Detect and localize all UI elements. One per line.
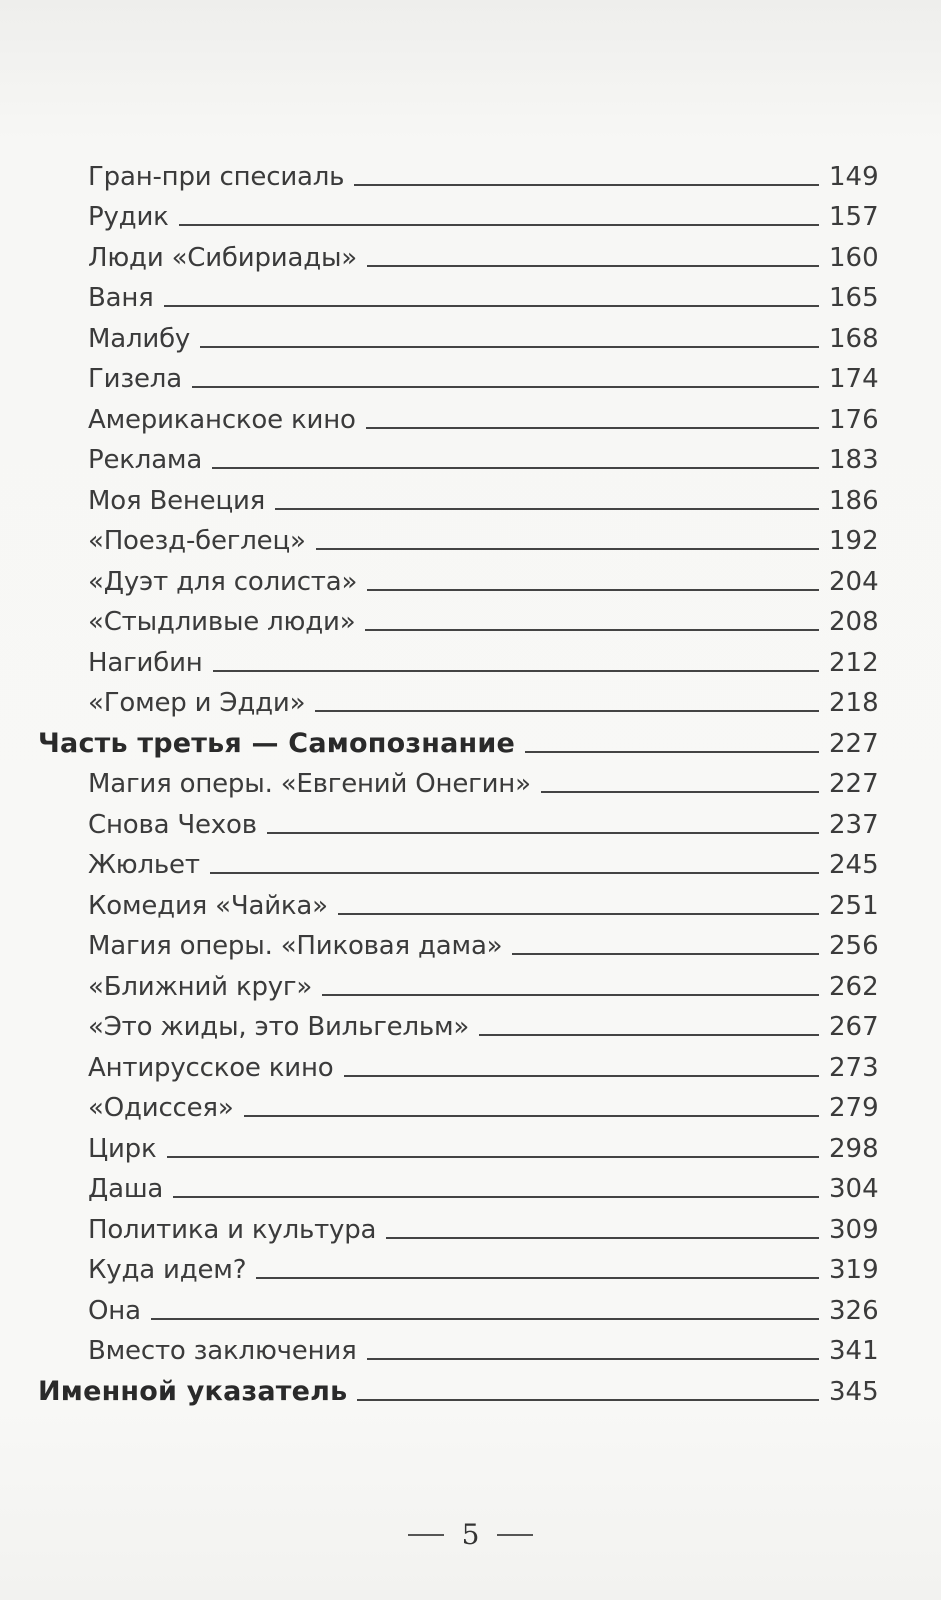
toc-entry-title: «Дуэт для солиста» <box>88 566 358 597</box>
toc-entry-page: 237 <box>829 809 879 840</box>
toc-entry-page: 168 <box>829 323 879 354</box>
toc-entry-title: «Ближний круг» <box>88 971 313 1002</box>
toc-entry-title: Именной указатель <box>38 1375 348 1407</box>
toc-entry-page: 208 <box>829 607 879 637</box>
toc-entry <box>0 1166 941 1207</box>
toc-entry-title: Магия оперы. «Евгений Онегин» <box>88 769 531 799</box>
toc-entry <box>0 1287 941 1328</box>
toc-entry-page: 165 <box>829 283 879 313</box>
toc-entry-page: 227 <box>829 769 879 799</box>
toc-leader-line <box>365 629 819 631</box>
toc-leader-line <box>525 751 819 753</box>
toc-leader-line <box>275 508 819 510</box>
toc-entry <box>0 842 941 883</box>
toc-entry-title: Ваня <box>88 283 154 313</box>
footer-dash-right <box>497 1534 533 1536</box>
toc-leader-line <box>192 386 819 388</box>
toc-entry-page: 304 <box>829 1174 879 1204</box>
toc-entry-title: «Стыдливые люди» <box>88 607 356 637</box>
toc-entry-page: 341 <box>829 1336 879 1366</box>
toc-leader-line <box>256 1277 819 1279</box>
toc-entry-title: Куда идем? <box>88 1255 247 1285</box>
toc-leader-line <box>344 1075 820 1077</box>
toc-leader-line <box>244 1115 819 1117</box>
toc-entry <box>0 639 941 680</box>
toc-leader-line <box>367 589 819 591</box>
toc-entry <box>0 1125 941 1166</box>
toc-entry-page: 273 <box>829 1052 879 1083</box>
toc-entry <box>0 153 941 194</box>
toc-entry-page: 298 <box>829 1133 879 1164</box>
toc-entry <box>0 963 941 1004</box>
toc-entry <box>0 1247 941 1288</box>
toc-entry-page: 279 <box>829 1093 879 1123</box>
toc-entry-title: Комедия «Чайка» <box>88 890 328 921</box>
toc-entry-title: Гран-при спесиаль <box>88 161 345 192</box>
toc-leader-line <box>386 1237 819 1239</box>
toc-entry <box>0 923 941 964</box>
toc-entry-title: «Это жиды, это Вильгельм» <box>88 1012 470 1042</box>
toc-entry-title: Политика и культура <box>88 1214 377 1245</box>
toc-entry-title: Нагибин <box>88 647 203 678</box>
toc-entry-page: 204 <box>829 566 879 597</box>
toc-entry <box>0 801 941 842</box>
toc-entry-page: 309 <box>829 1214 879 1245</box>
toc-entry <box>0 558 941 599</box>
toc-entry-page: 212 <box>829 647 879 678</box>
toc-entry <box>0 1044 941 1085</box>
toc-entry-title: Американское кино <box>88 404 356 435</box>
toc-entry-title: Она <box>88 1295 141 1326</box>
toc-leader-line <box>173 1196 819 1198</box>
page-footer <box>0 1518 941 1551</box>
toc-entry-title: Люди «Сибириады» <box>88 242 358 273</box>
toc-entry-page: 149 <box>829 161 879 192</box>
toc-leader-line <box>212 467 819 469</box>
toc-entry-page: 218 <box>829 688 879 718</box>
toc-entry <box>0 680 941 721</box>
toc-entry-page: 176 <box>829 404 879 435</box>
toc-leader-line <box>315 710 819 712</box>
toc-entry-page: 227 <box>829 728 879 759</box>
toc-entry-page: 262 <box>829 971 879 1002</box>
toc-entry-page: 251 <box>829 890 879 921</box>
toc-entry-title: Жюльет <box>88 850 200 880</box>
toc-leader-line <box>338 913 819 915</box>
toc-entry-title: «Поезд-беглец» <box>88 526 306 556</box>
toc-entry-title: Магия оперы. «Пиковая дама» <box>88 931 503 961</box>
toc-entry <box>0 194 941 235</box>
toc-entry-page: 186 <box>829 485 879 516</box>
toc-leader-line <box>210 872 819 874</box>
toc-entry-title: Вместо заключения <box>88 1336 357 1366</box>
toc-entry <box>0 477 941 518</box>
toc-entry <box>0 1085 941 1126</box>
toc-entry-page: 183 <box>829 445 879 475</box>
toc-entry <box>0 396 941 437</box>
toc-leader-line <box>479 1034 819 1036</box>
toc-entry <box>0 1206 941 1247</box>
toc-entry-page: 160 <box>829 242 879 273</box>
toc-leader-line <box>512 953 819 955</box>
toc-entry-page: 157 <box>829 202 879 232</box>
toc-entry-page: 256 <box>829 931 879 961</box>
toc-entry <box>0 275 941 316</box>
toc-entry-page: 192 <box>829 526 879 556</box>
toc-entry <box>0 234 941 275</box>
toc-part-heading <box>0 720 941 761</box>
toc-entry-title: Часть третья — Самопознание <box>38 727 516 759</box>
toc-leader-line <box>357 1399 819 1401</box>
toc-entry <box>0 518 941 559</box>
toc-entry-page: 326 <box>829 1295 879 1326</box>
toc-entry-title: Даша <box>88 1174 164 1204</box>
toc-entry-title: «Гомер и Эдди» <box>88 688 306 718</box>
toc-entry-page: 267 <box>829 1012 879 1042</box>
toc-entry-title: Гизела <box>88 364 182 394</box>
toc-entry-title: Малибу <box>88 323 191 354</box>
toc-entry-title: Реклама <box>88 445 203 475</box>
toc-entry <box>0 437 941 478</box>
toc-leader-line <box>366 427 819 429</box>
toc-leader-line <box>267 832 819 834</box>
toc-leader-line <box>179 224 819 226</box>
toc-entry-title: Антирусское кино <box>88 1052 334 1083</box>
toc-leader-line <box>167 1156 820 1158</box>
toc-entry-page: 319 <box>829 1255 879 1285</box>
toc-entry <box>0 761 941 802</box>
toc-entry-page: 345 <box>829 1376 879 1407</box>
toc-leader-line <box>354 184 819 186</box>
toc-entry <box>0 599 941 640</box>
toc-entry-title: «Одиссея» <box>88 1093 234 1123</box>
footer-dash-left <box>408 1534 444 1536</box>
table-of-contents <box>0 153 941 1409</box>
toc-leader-line <box>200 346 819 348</box>
toc-part-heading <box>0 1368 941 1409</box>
toc-entry-page: 245 <box>829 850 879 880</box>
toc-entry-title: Снова Чехов <box>88 809 257 840</box>
toc-entry-title: Рудик <box>88 202 169 232</box>
toc-leader-line <box>541 791 819 793</box>
toc-leader-line <box>367 1358 819 1360</box>
toc-leader-line <box>164 305 819 307</box>
toc-entry-title: Цирк <box>88 1133 157 1164</box>
toc-entry <box>0 882 941 923</box>
toc-entry-title: Моя Венеция <box>88 485 266 516</box>
toc-leader-line <box>322 994 819 996</box>
toc-leader-line <box>316 548 819 550</box>
toc-entry <box>0 1004 941 1045</box>
toc-entry <box>0 315 941 356</box>
toc-leader-line <box>213 670 819 672</box>
toc-entry-page: 174 <box>829 364 879 394</box>
toc-leader-line <box>367 265 819 267</box>
toc-entry <box>0 356 941 397</box>
toc-entry <box>0 1328 941 1369</box>
page-number: 5 <box>461 1518 480 1551</box>
toc-leader-line <box>151 1318 819 1320</box>
